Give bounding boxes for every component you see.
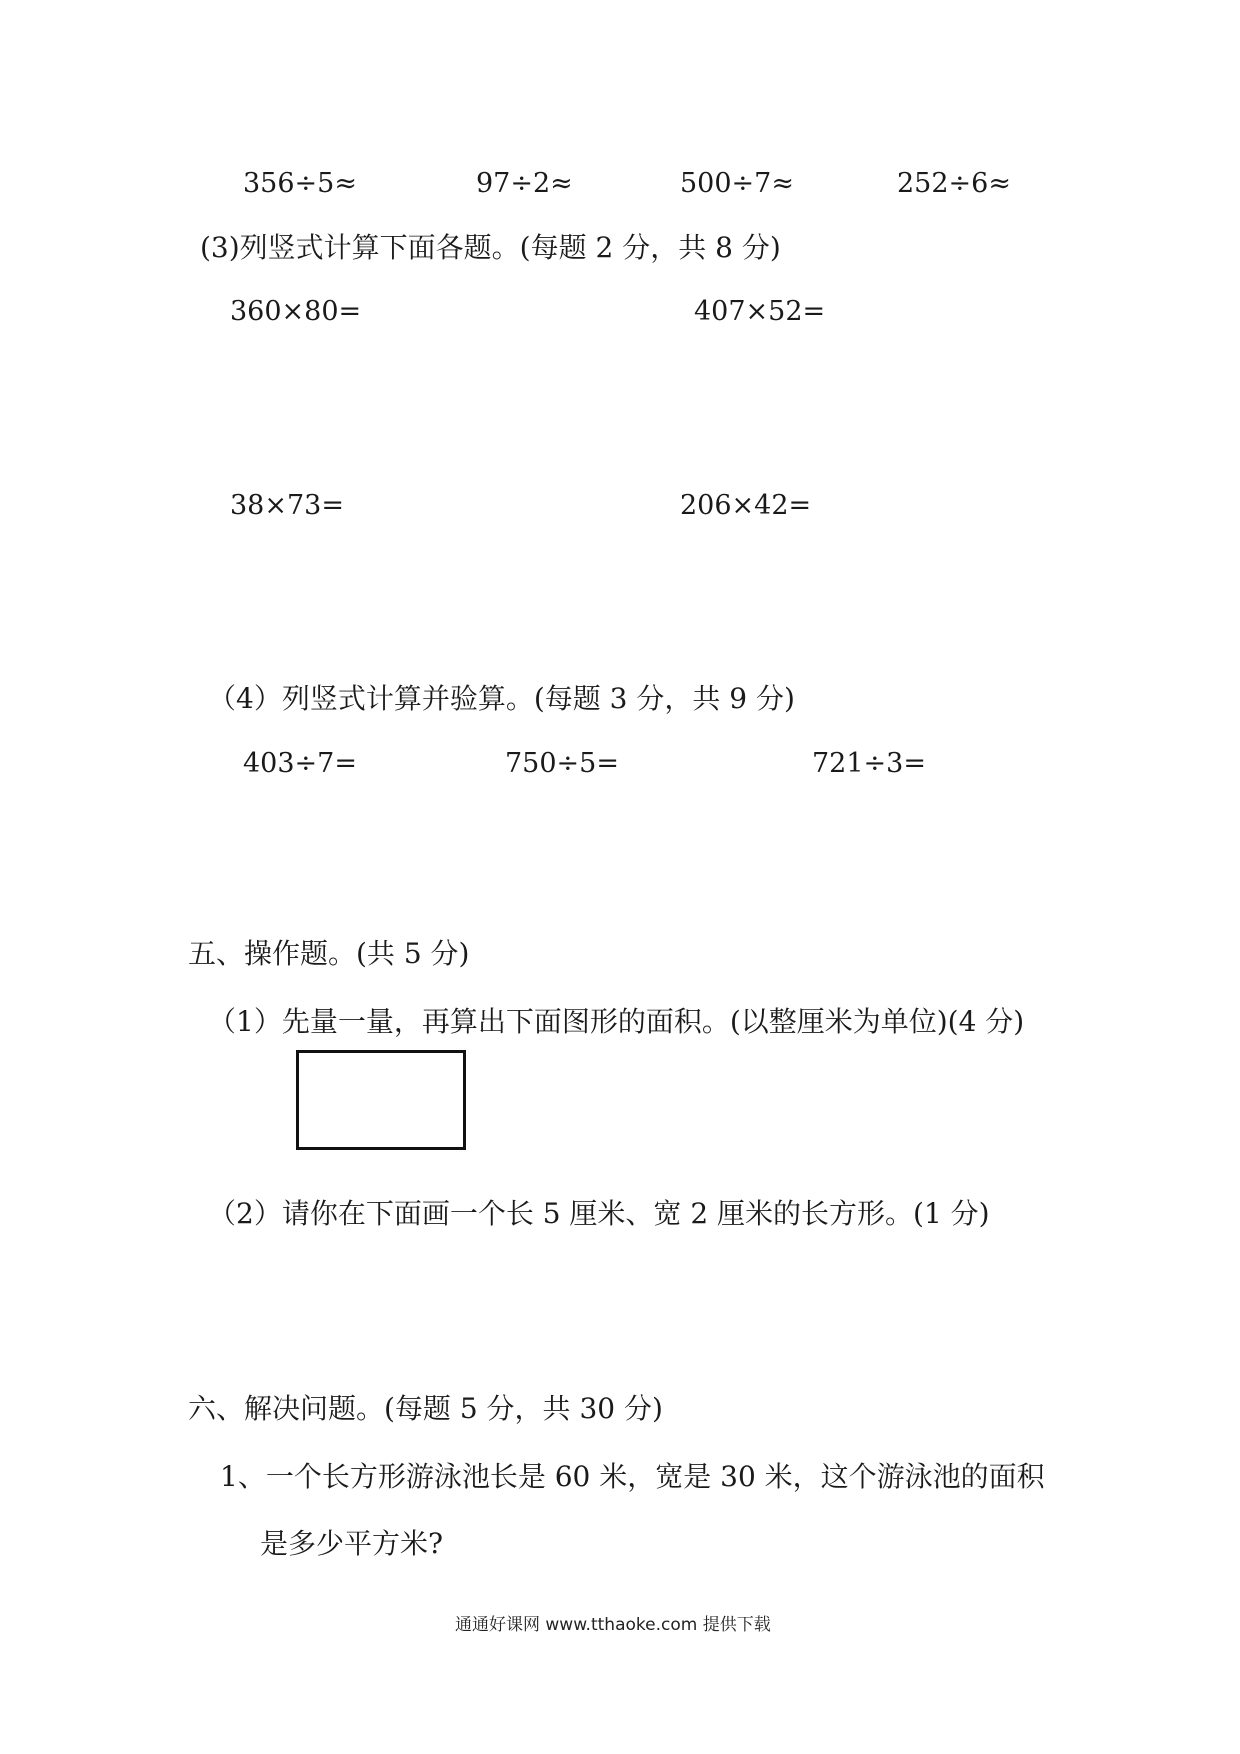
- part4-problem: 721÷3=: [812, 748, 926, 779]
- part3-problem: 206×42=: [680, 490, 812, 521]
- estimate-expression: 356÷5≈: [243, 168, 357, 199]
- section6-heading: 六、解决问题。(每题 5 分，共 30 分): [188, 1392, 663, 1425]
- section6-question-1-line-1: 1、一个长方形游泳池长是 60 米，宽是 30 米，这个游泳池的面积: [220, 1460, 1045, 1493]
- estimate-expression: 97÷2≈: [476, 168, 573, 199]
- section5-question-2: （2）请你在下面画一个长 5 厘米、宽 2 厘米的长方形。(1 分): [208, 1197, 990, 1230]
- part3-problem: 360×80=: [230, 296, 362, 327]
- footer-source: 通通好课网 www.tthaoke.com 提供下载: [455, 1615, 771, 1635]
- part3-heading: (3)列竖式计算下面各题。(每题 2 分，共 8 分): [200, 231, 781, 264]
- part3-problem: 38×73=: [230, 490, 344, 521]
- section5-question-1: （1）先量一量，再算出下面图形的面积。(以整厘米为单位)(4 分): [208, 1005, 1025, 1038]
- part4-heading: （4）列竖式计算并验算。(每题 3 分，共 9 分): [208, 682, 795, 715]
- estimate-expression: 500÷7≈: [680, 168, 794, 199]
- measure-rectangle-figure: [296, 1050, 466, 1150]
- section6-question-1-line-2: 是多少平方米?: [260, 1527, 444, 1560]
- part4-problem: 403÷7=: [243, 748, 357, 779]
- part3-problem: 407×52=: [694, 296, 826, 327]
- section5-heading: 五、操作题。(共 5 分): [188, 937, 470, 970]
- estimate-expression: 252÷6≈: [897, 168, 1011, 199]
- part4-problem: 750÷5=: [505, 748, 619, 779]
